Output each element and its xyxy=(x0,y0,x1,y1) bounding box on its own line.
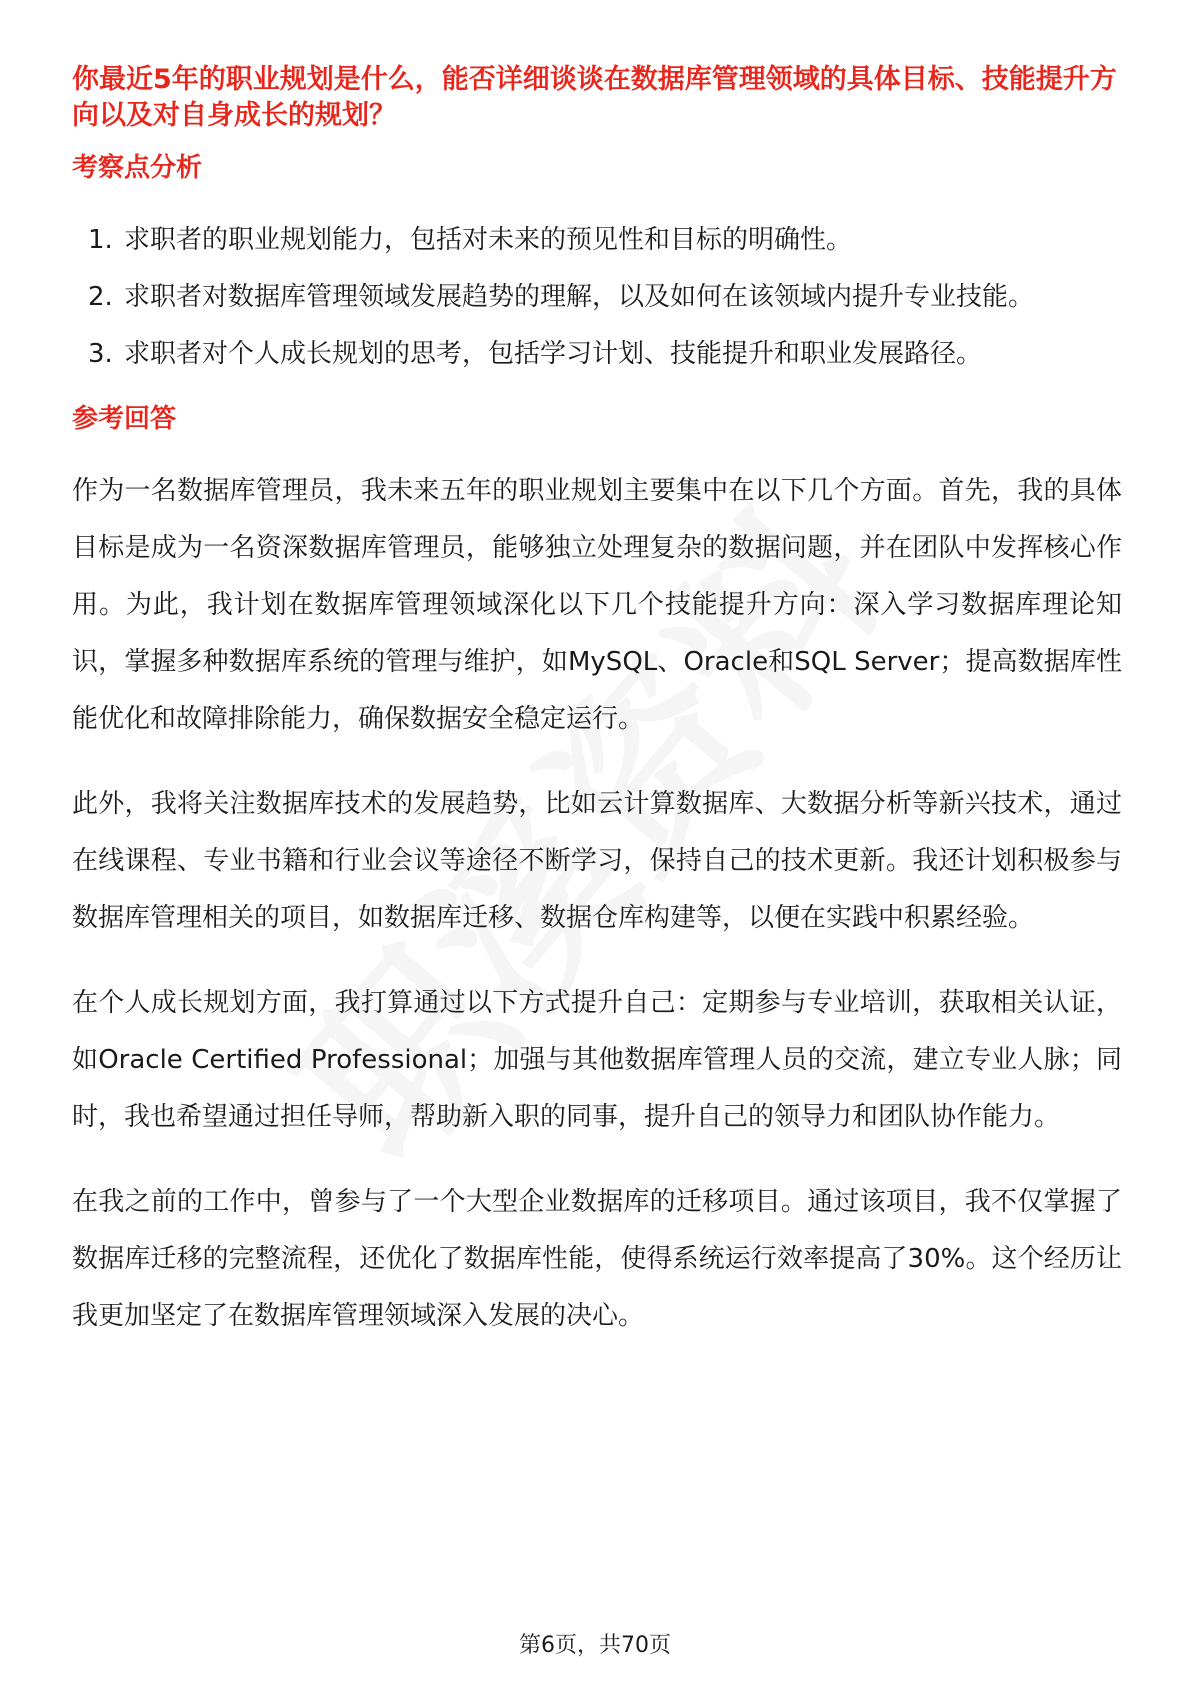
list-item xyxy=(72,269,1122,326)
analysis-title: 考察点分析 xyxy=(72,153,203,183)
answer-paragraph: 在个人成长规划方面，我打算通过以下方式提升自己：定期参与专业培训，获取相关认证，如Oracle Certified Professional；加强与其他数据库管理人员的交流，建立专业人脉；同时，我也希望通过担任导师，帮助新入职的同事，提升自己的领导力和团队协作能力。 xyxy=(72,988,1122,1132)
question-heading: 你最近5年的职业规划是什么，能否详细谈谈在数据库管理领域的具体目标、技能提升方向以及对自身成长的规划？ xyxy=(72,64,1117,131)
list-item-text: 求职者对个人成长规划的思考，包括学习计划、技能提升和职业发展路径。 xyxy=(124,339,983,369)
answer-paragraph: 作为一名数据库管理员，我未来五年的职业规划主要集中在以下几个方面。首先，我的具体目标是成为一名资深数据库管理员，能够独立处理复杂的数据问题，并在团队中发挥核心作用。为此，我计划在数据库管理领域深化以下几个技能提升方向：深入学习数据库理论知识，掌握多种数据库系统的管理与维护，如MySQL、Oracle和SQL Server；提高数据库性能优化和故障排除能力，确保数据安全稳定运行。 xyxy=(72,476,1122,734)
list-item-text: 求职者的职业规划能力，包括对未来的预见性和目标的明确性。 xyxy=(124,225,853,255)
answer-paragraph: 在我之前的工作中，曾参与了一个大型企业数据库的迁移项目。通过该项目，我不仅掌握了数据库迁移的完整流程，还优化了数据库性能，使得系统运行效率提高了30%。这个经历让我更加坚定了在数据库管理领域深入发展的决心。 xyxy=(72,1187,1122,1331)
list-item xyxy=(72,212,1122,269)
answer-title: 参考回答 xyxy=(72,404,177,434)
page-footer: 第6页，共70页 xyxy=(519,1633,671,1658)
list-item xyxy=(72,326,1122,383)
document-page xyxy=(72,62,1122,1345)
answer-paragraph: 此外，我将关注数据库技术的发展趋势，比如云计算数据库、大数据分析等新兴技术，通过在线课程、专业书籍和行业会议等途径不断学习，保持自己的技术更新。我还计划积极参与数据库管理相关的项目，如数据库迁移、数据仓库构建等，以便在实践中积累经验。 xyxy=(72,789,1122,933)
analysis-list xyxy=(72,212,1122,383)
list-item-number: 2. xyxy=(88,282,113,312)
list-item-text: 求职者对数据库管理领域发展趋势的理解，以及如何在该领域内提升专业技能。 xyxy=(124,282,1035,312)
list-item-number: 1. xyxy=(88,225,113,255)
list-item-number: 3. xyxy=(88,339,113,369)
